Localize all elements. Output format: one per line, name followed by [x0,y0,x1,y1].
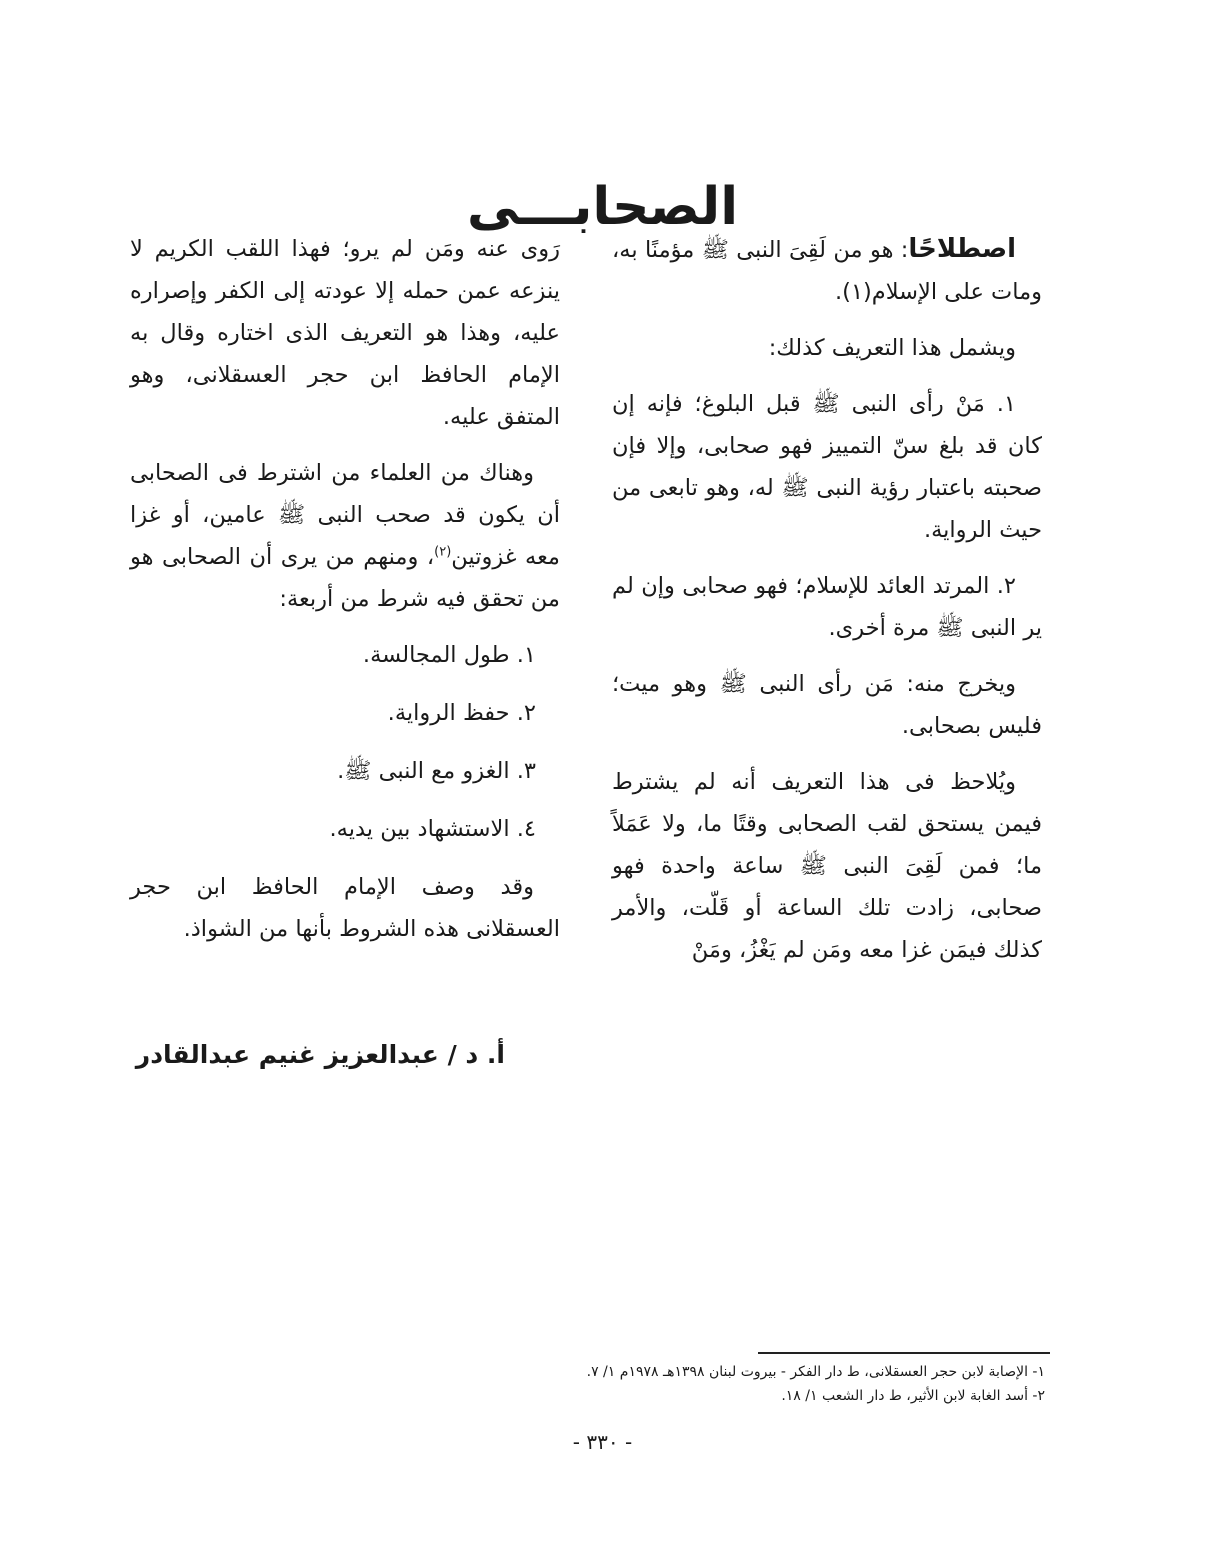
closing-paragraph: وقد وصف الإمام الحافظ ابن حجر العسقلانى هذه الشروط بأنها من الشواذ. [130,874,560,942]
definition-text: : هو من لَقِىَ النبى ﷺ مؤمنًا به، ومات على الإسلام(١). [612,237,1042,305]
footnote-divider [758,1352,1050,1354]
definition-note: ويُلاحظ فى هذا التعريف أنه لم يشترط فيمن يستحق لقب الصحابى وقتًا ما، ولا عَمَلاً ما؛ فمن لَقِىَ النبى ﷺ ساعة واحدة فهو صحابى، زادت تلك الساعة أو قَلّت، والأمر كذلك فيمَن غزا معه ومَن لم يَغْزُ، ومَنْ [612,769,1042,963]
right-column [612,228,1042,985]
case-item-2: ٢. المرتد العائد للإسلام؛ فهو صحابى وإن لم ير النبى ﷺ مرة أخرى. [612,573,1042,641]
condition-item: ٤. الاستشهاد بين يديه. [329,816,536,842]
condition-item: ٢. حفظ الرواية. [387,700,536,726]
page-number: - ٣٣٠ - [572,1430,633,1454]
conditions-list [130,634,560,850]
conditions-paragraph [130,452,560,620]
case-item-1: ١. مَنْ رأى النبى ﷺ قبل البلوغ؛ فإنه إن كان قد بلغ سنّ التمييز فهو صحابى، وإلا فإن صحبته باعتبار رؤية النبى ﷺ له، وهو تابعى من حيث الرواية. [612,391,1042,543]
footnote-ref-2: (٢) [434,544,452,560]
definition-intro: ويشمل هذا التعريف كذلك: [768,335,1016,361]
definition-paragraph [612,228,1042,313]
left-column [130,228,560,964]
conditions-text-a: وهناك من العلماء من اشترط فى الصحابى أن يكون قد صحب النبى ﷺ عامين، أو غزا معه غزوتين [130,460,560,570]
page-title: الصحابـــى [466,176,739,237]
condition-item: ١. طول المجالسة. [362,642,536,668]
excluded-case: ويخرج منه: مَن رأى النبى ﷺ وهو ميت؛ فليس بصحابى. [612,671,1042,739]
author-signature: أ. د / عبدالعزيز غنيم عبدالقادر [135,1040,505,1069]
footnotes [587,1360,1045,1408]
definition-term: اصطلاحًا [908,234,1016,264]
footnote-2: ٢- أسد الغابة لابن الأثير، ط دار الشعب ١/ ١٨. [781,1388,1045,1404]
footnote-1: ١- الإصابة لابن حجر العسقلانى، ط دار الفكر - بيروت لبنان ١٣٩٨هـ ١٩٧٨م ١/ ٧. [586,1364,1045,1380]
conditions-text-b: ، ومنهم من يرى أن الصحابى هو من تحقق فيه شرط من أربعة: [130,544,560,612]
condition-item: ٣. الغزو مع النبى ﷺ. [337,758,536,784]
continuation-paragraph: رَوى عنه ومَن لم يرو؛ فهذا اللقب الكريم لا ينزعه عمن حمله إلا عودته إلى الكفر وإصراره عليه، وهذا هو التعريف الذى اختاره وقال به الإمام الحافظ ابن حجر العسقلانى، وهو المتفق عليه. [130,236,560,430]
